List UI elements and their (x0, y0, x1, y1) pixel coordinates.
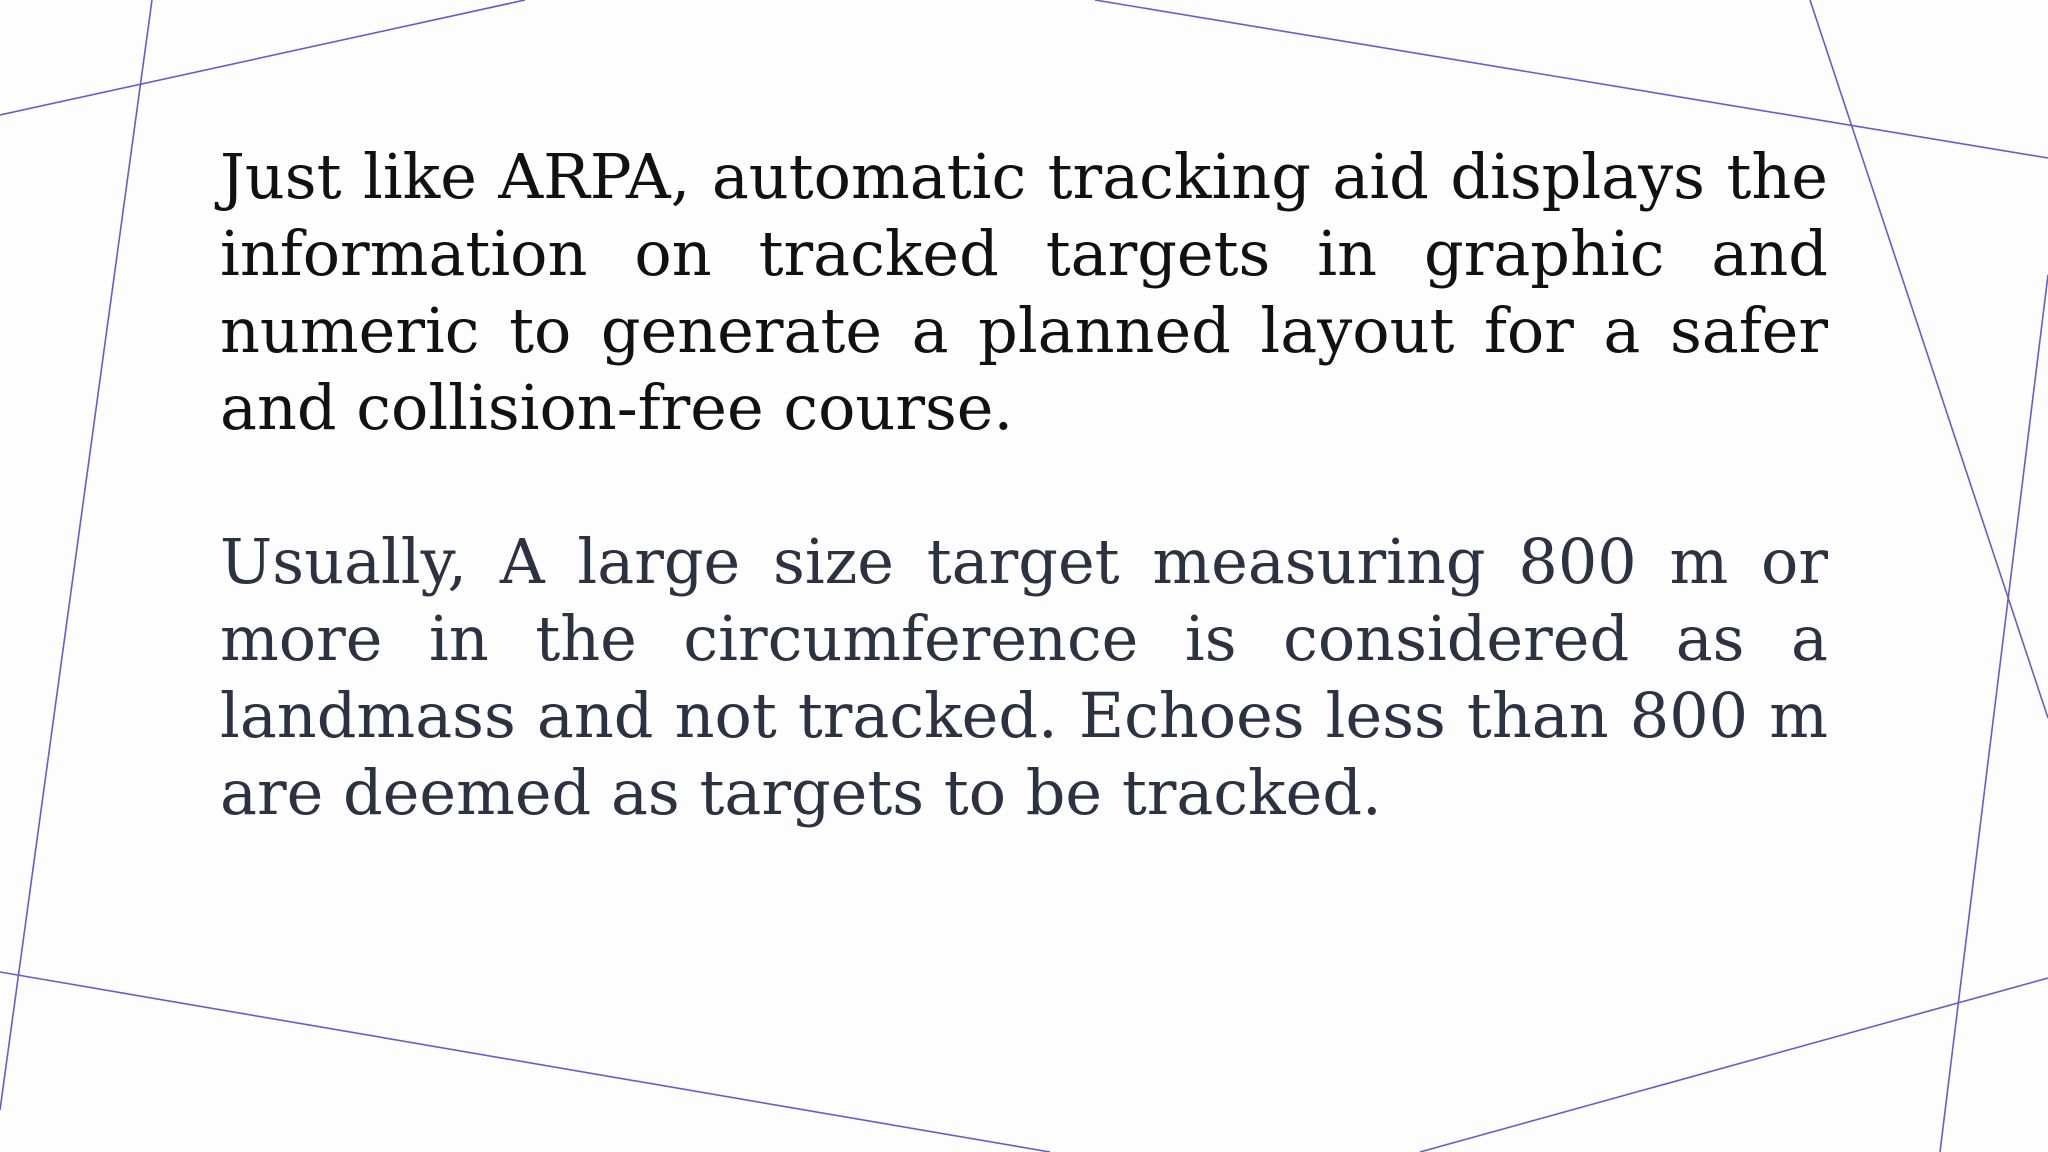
deco-line (0, 0, 525, 115)
deco-line (0, 972, 1050, 1152)
deco-line (1095, 0, 2048, 158)
deco-line (0, 0, 152, 1110)
paragraph-target-size: Usually, A large size target measuring 800 m or more in the circumference is considered as a landmass and not tracked. Echoes less than 800 m are deemed as targets to be tracked. (220, 525, 1828, 829)
deco-line (1940, 275, 2048, 1152)
slide-body (220, 138, 1828, 831)
deco-line (1420, 978, 2048, 1152)
deco-line (1810, 0, 2048, 718)
paragraph-arpa-description: Just like ARPA, automatic tracking aid displays the information on tracked targets in graphic and numeric to generate a planned layout for a safer and collision-free course. (220, 140, 1828, 444)
